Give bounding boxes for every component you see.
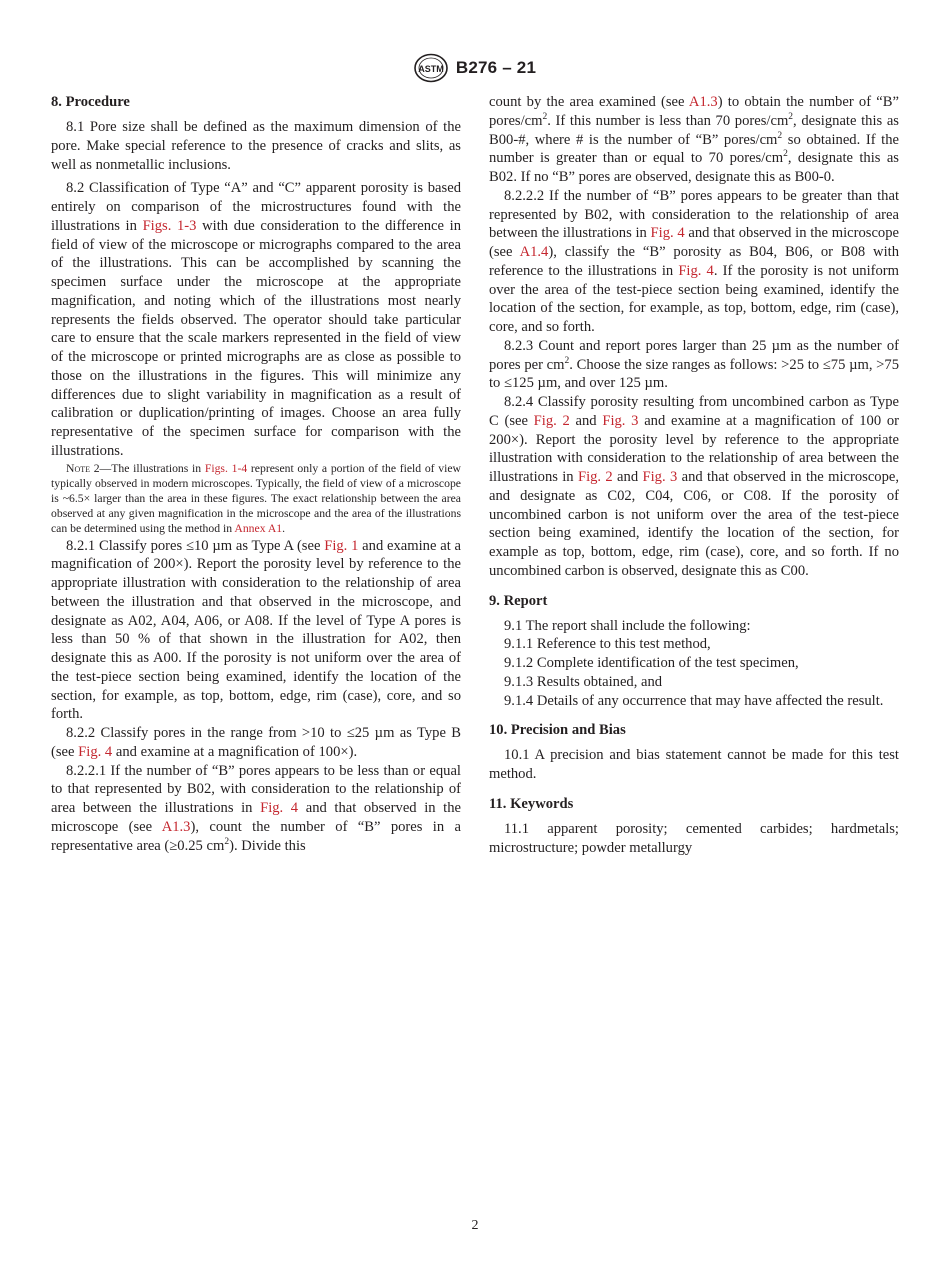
paragraph-8-1: 8.1 Pore size shall be defined as the maximum dimension of the pore. Make special reference to the presence of cracks and slits, as well as nonmetallic inclusions. [51,119,461,173]
link-fig-4[interactable]: Fig. 4 [260,800,299,817]
link-figs-1-3[interactable]: Figs. 1-3 [142,217,197,234]
section-9-heading: 9. Report [489,592,548,609]
link-figs-1-4[interactable]: Figs. 1-4 [204,461,248,475]
paragraph-9-1-3: 9.1.3 Results obtained, and [504,673,663,690]
paragraph-8-2: 8.2 Classification of Type “A” and “C” apparent porosity is based entirely on comparison of the microstructures found with the illustrations in Figs. 1-3 with due consideration to the difference in field of view of the microscope or micrographs compared to the area of the illustrations. This can be accomplished by scanning the specimen surface under the microscope at the appropriate magnification, and noting which of the illustrations most nearly represents the fields observed. The operator should take particular care to ensure that the scale markers represented in the field of view of the microscope or printed micrographs are as close as possible to those on the illustrations in the figures. This will minimize any differences due to slight variability in magnification as a result of calibration or duplication/printing of images. Choose an area fully representative of the specimen surface for comparison with the illustrations. [51,180,462,459]
section-11-heading: 11. Keywords [489,795,574,812]
paragraph-8-2-2-1: 8.2.2.1 If the number of “B” pores appears to be less than or equal to that represented by B02, with consideration to the relationship of area between the illustrations in Fig. 4 and that observed in the microscope (see A1.3), count the number of “B” pores in a representative area (≥0.25 $cm^2$). Divide this [51,762,461,854]
link-fig-2[interactable]: Fig. 2 [577,469,613,485]
link-fig-4[interactable]: Fig. 4 [650,225,685,242]
paragraph-8-2-1: 8.2.1 Classify pores ≤10 µm as Type A (see Fig. 1 and examine at a magnification of 200×). Report the porosity level by reference to the appropriate illustration with consideration to the relationship of area between the illustration and that observed in the microscope, and designate as A02, A04, A06, or A08. If the level of Type A pores is less than 50 % of that shown in the illustration for A02, then designate this as A00. If the porosity is not uniform over the area of the test-piece section being examined, identify the location of the section, for example, as top, bottom, edge, rim (case), core, and so forth. [51,537,461,723]
link-fig-3[interactable]: Fig. 3 [642,469,678,485]
document-id: B276 – 21 [455,58,537,77]
paragraph-10-1: 10.1 A precision and bias statement cannot be made for this test method. [489,747,899,782]
link-annex-a1[interactable]: Annex A1 [234,522,283,536]
link-fig-4[interactable]: Fig. 4 [78,743,113,760]
link-fig-2[interactable]: Fig. 2 [533,412,570,429]
page-number: 2 [471,1218,479,1233]
paragraph-8-2-2-2: 8.2.2.2 If the number of “B” pores appears to be greater than that represented by B02, with consideration to the relationship of area between the illustrations in Fig. 4 and that observed in the microscope (see A1.4), classify the “B” porosity as B04, B06, or B08 with reference to the illustrations in Fig. 4. If the porosity is not uniform over the area of the test-piece section being examined, identify the location of the section, for example, as top, bottom, edge, rim (case), core, and so forth. [489,187,900,335]
paragraph-9-1: 9.1 The report shall include the following: [504,617,751,634]
paragraph-8-2-3: 8.2.3 Count and report pores larger than 25 µm as the number of pores per $cm^2$. Choose the size ranges as follows: >25 to ≤75 µm, >75 to ≤125 µm, and over 125 µm. [489,337,900,392]
page-header [0,52,950,84]
link-a1-3[interactable]: A1.3 [161,818,191,835]
link-a1-4[interactable]: A1.4 [519,244,549,260]
link-fig-3[interactable]: Fig. 3 [602,412,639,429]
section-8-heading: 8. Procedure [51,94,130,110]
link-a1-3[interactable]: A1.3 [688,94,718,110]
note-label: Note [66,461,90,475]
paragraph-9-1-4: 9.1.4 Details of any occurrence that may have affected the result. [504,692,884,709]
paragraph-8-2-4: 8.2.4 Classify porosity resulting from uncombined carbon as Type C (see Fig. 2 and Fig. 3 and examine at a magnification of 100 or 200×). Report the porosity level by reference to the appropriate illustration with consideration to the relationship of area between the illustrations in Fig. 2 and Fig. 3 and that observed in the microscope, and designate as C02, C04, C06, or C08. If the porosity of uncombined carbon is not uniform over the area of the test-piece section being examined, identify the location of the section, for example as top, bottom, edge, rim (case), core, and so forth. If no uncombined carbon is observed, designate this as C00. [489,394,900,579]
section-10-heading: 10. Precision and Bias [489,722,626,739]
astm-logo-icon [414,53,448,83]
paragraph-11-1: 11.1 apparent porosity; cemented carbides; hardmetals; microstructure; powder metallurgy [489,820,899,856]
link-fig-4[interactable]: Fig. 4 [678,262,714,279]
report-list [489,617,899,711]
logo-text: ASTM [418,64,444,74]
paragraph-9-1-1: 9.1.1 Reference to this test method, [504,636,711,653]
paragraph-9-1-2: 9.1.2 Complete identification of the test specimen, [504,655,799,671]
paragraph-8-2-2: 8.2.2 Classify pores in the range from >10 to ≤25 µm as Type B (see Fig. 4 and examine at a magnification of 100×). [51,725,461,760]
paragraph-8-2-2-1-continued: count by the area examined (see A1.3) to obtain the number of “B” pores/$cm^2$. If this number is less than 70 pores/$cm^2$, designate this as B00-#, where # is the number of “B” pores/$cm^2$ so obtained. If the number is greater than or equal to 70 pores/$cm^2$, designate this as B02. If no “B” pores are observed, designate this as B00-0. [489,94,899,185]
right-column [489,93,899,857]
link-fig-1[interactable]: Fig. 1 [324,537,359,554]
note-2: Note 2—The illustrations in Figs. 1-4 represent only a portion of the field of view typically observed in modern microscopes. Typically, the field of view of a microscope is ~6.5× larger than the area in these figures. The exact relationship between the area observed at any given magnification in the microscope and the area of the illustrations can be determined using the method in Annex A1. [51,461,461,536]
left-column [51,93,461,855]
